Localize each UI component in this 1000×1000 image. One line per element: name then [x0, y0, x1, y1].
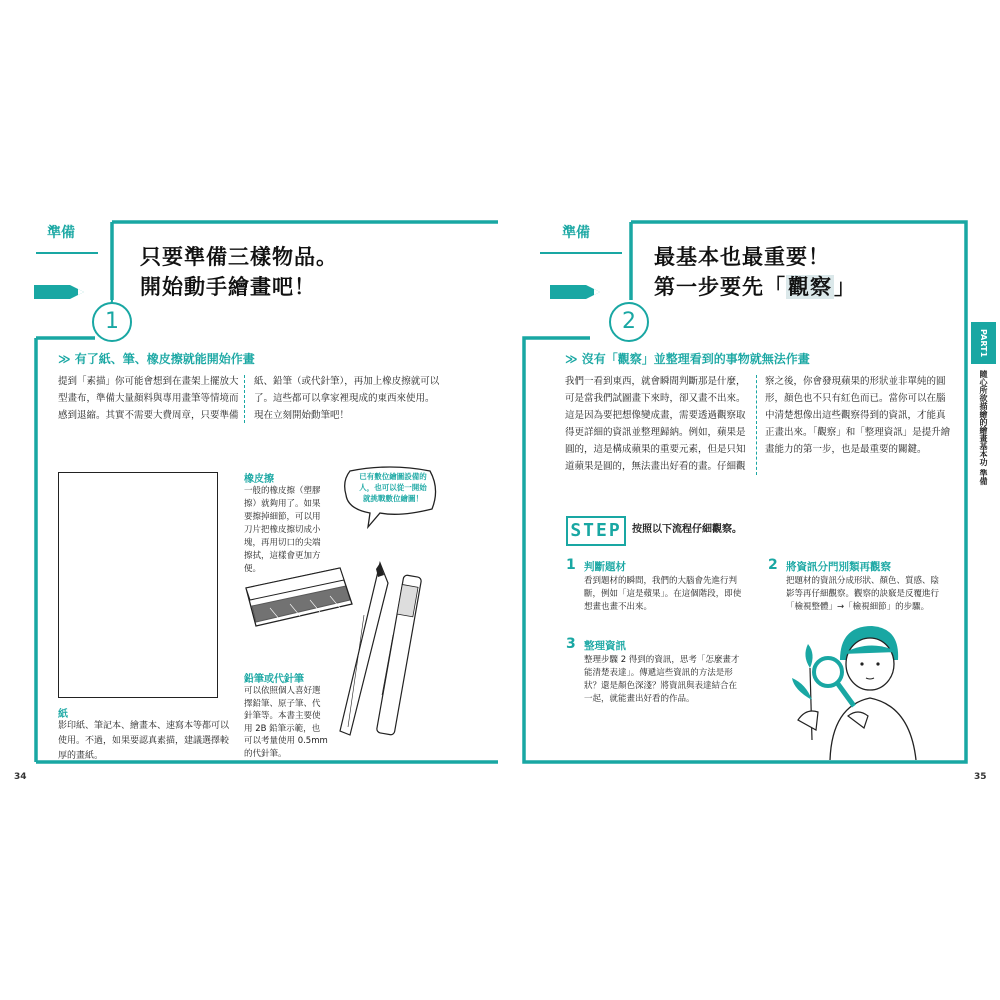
column-divider	[756, 375, 757, 475]
highlight-word: 觀察	[788, 275, 832, 299]
step-title-3: 整理資訊	[584, 640, 626, 652]
person-magnifier-illustration	[780, 620, 960, 760]
divider	[540, 252, 622, 254]
intro-col1: 提到「素描」你可能會想到在畫架上擺放大 型畫布，準備大量顏料與專用畫筆等情境而 感到退縮。其實不需要大費周章，只要準備	[58, 376, 239, 421]
section-number: 1	[92, 302, 132, 342]
section-tag: 準備	[47, 225, 75, 241]
page-number-right: 35	[974, 772, 987, 782]
pencil-icon	[34, 285, 84, 299]
step-title-1: 判斷題材	[584, 561, 626, 573]
subheading: ≫ 有了紙、筆、橡皮擦就能開始作畫	[58, 352, 255, 366]
step-number-3: 3	[566, 636, 576, 652]
column-divider	[244, 375, 245, 423]
paper-label: 紙	[58, 709, 68, 720]
section-number: 2	[609, 302, 649, 342]
intro-col1: 我們一看到東西，就會瞬間判斷那是什麼， 可是當我們試圖畫下來時，卻又畫不出來。 這是因為要把想像變成畫，需要透過觀察取 得更詳細的資訊並整理歸納。例如，蘋果是 圓的，這是構成蘋果的重要元素，但是只知 道蘋果是圓的，無法畫出好看的畫。仔細觀	[565, 376, 746, 472]
eraser-description: 一般的橡皮擦（塑膠 擦）就夠用了。如果 要擦掉細節，可以用 刀片把橡皮擦切成小 塊，再用切口的尖端 擦拭，這樣會更加方 便。	[244, 486, 321, 574]
subheading: ≫ 沒有「觀察」並整理看到的事物就無法作畫	[565, 352, 810, 366]
step-badge: STEP	[566, 516, 626, 546]
pencil-label: 鉛筆或代針筆	[244, 674, 304, 685]
divider	[36, 252, 98, 254]
page-title-line2: 第一步要先「觀察」	[654, 275, 856, 299]
section-tag: 準備	[562, 225, 590, 241]
part-title: 隨心所欲描繪的繪畫基本功 準備	[979, 370, 988, 485]
intro-col2: 紙、鉛筆（或代針筆），再加上橡皮擦就可以 了。這些都可以拿家裡現成的東西來使用。 現在立刻開始動筆吧！	[254, 376, 440, 421]
page-title-line1: 只要準備三樣物品。	[140, 245, 338, 269]
paper-description: 影印紙、筆記本、繪畫本、速寫本等都可以 使用。不過，如果要認真素描，建議選擇較 厚的畫紙。	[58, 721, 230, 761]
step-text-1: 看到題材的瞬間，我們的大腦會先進行判 斷，例如「這是蘋果」。在這個階段，即使 想畫也畫不出來。	[584, 576, 742, 612]
step-intro: 按照以下流程仔細觀察。	[632, 524, 742, 535]
pencil-description: 可以依照個人喜好選 擇鉛筆、原子筆、代 針筆等。本書主要使 用 2B 鉛筆示範，也 可以考量使用 0.5mm 的代針筆。	[244, 686, 328, 759]
pencil-icon	[550, 285, 600, 299]
part-tab: PART1	[971, 322, 996, 364]
paper-illustration	[58, 472, 218, 698]
page-title-line2: 開始動手繪畫吧！	[140, 275, 316, 299]
step-text-3: 整理步驟 2 得到的資訊，思考「怎麼畫才 能清楚表達」。傳遞這些資訊的方法是形 狀？還是顏色深淺？將資訊與表達結合在 一起，就能畫出好看的作品。	[584, 655, 740, 704]
page-title-line1: 最基本也最重要！	[654, 245, 830, 269]
step-number-2: 2	[768, 557, 778, 573]
intro-col2: 察之後，你會發現蘋果的形狀並非單純的圓 形，顏色也不只有紅色而已。當你可以在腦 中清楚想像出這些觀察得到的資訊，才能真 正畫出來。「觀察」和「整理資訊」是提升繪 畫能力的第一步，也是最重要的關鍵。	[765, 376, 951, 455]
step-number-1: 1	[566, 557, 576, 573]
bubble-text: 已有數位繪圖設備的 人，也可以從一開始 就挑戰數位繪圖！	[359, 472, 427, 503]
step-title-2: 將資訊分門別類再觀察	[786, 561, 891, 573]
step-text-2: 把題材的資訊分成形狀、顏色、質感、陰 影等再仔細觀察。觀察的訣竅是反覆進行 「檢視整體」→「檢視細節」的步驟。	[786, 576, 940, 612]
page-number-left: 34	[14, 772, 27, 782]
eraser-label: 橡皮擦	[244, 474, 274, 485]
